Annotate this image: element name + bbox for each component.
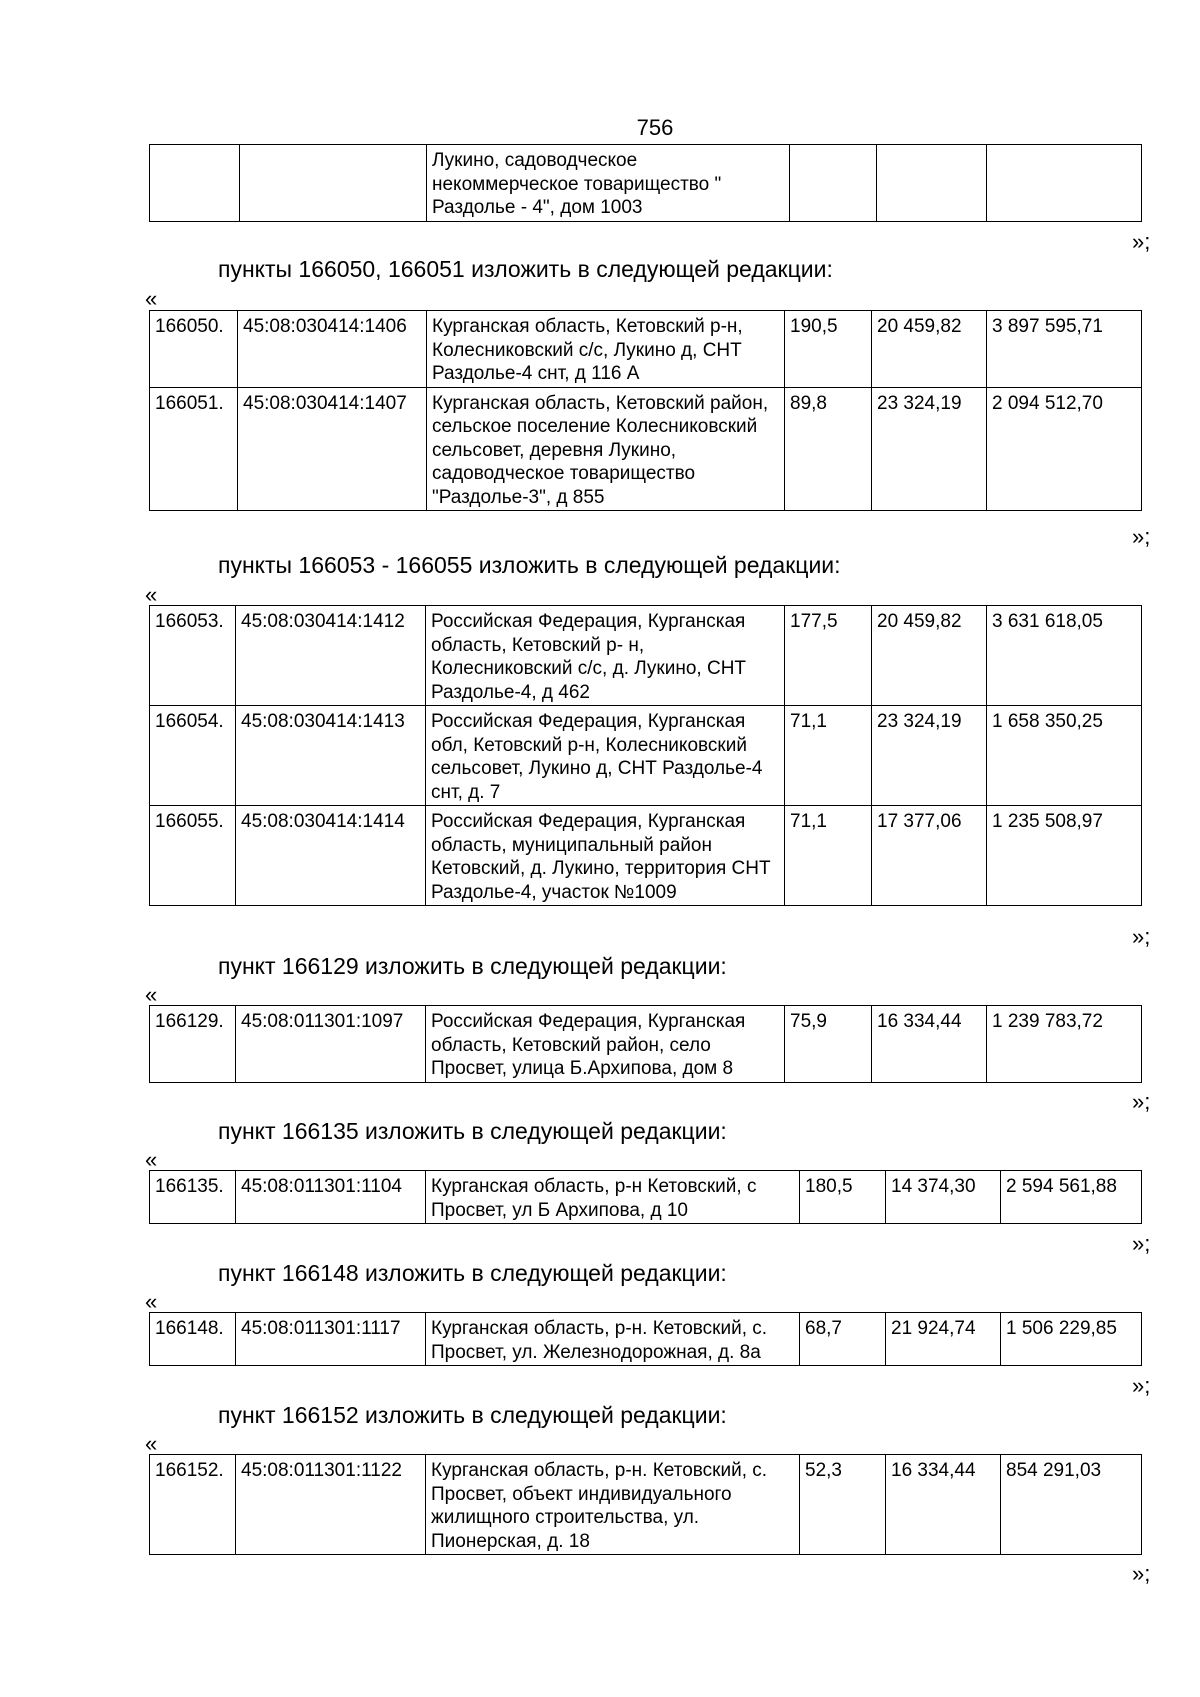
row-number-cell: 166053. [150, 606, 236, 706]
table-row [150, 1171, 1142, 1224]
table-row [150, 387, 1142, 511]
table-row [150, 1006, 1142, 1083]
closing-quote: »; [1132, 1561, 1151, 1586]
opening-quote: « [145, 982, 158, 1007]
row-number-cell [150, 145, 240, 222]
row-number-cell: 166051. [150, 387, 238, 511]
cadastral-table [149, 1005, 1142, 1083]
section-heading: пункты 166050, 166051 изложить в следующей редакции: [218, 256, 833, 282]
closing-quote: »; [1132, 1231, 1151, 1256]
unit-price-cell: 20 459,82 [872, 311, 987, 388]
cadastral-number-cell: 45:08:030414:1412 [236, 606, 426, 706]
continuation-table [149, 144, 1142, 222]
cadastral-number-cell: 45:08:030414:1413 [236, 706, 426, 806]
opening-quote: « [145, 1431, 158, 1456]
cadastral-value-cell: 1 506 229,85 [1001, 1313, 1142, 1366]
row-number-cell: 166135. [150, 1171, 236, 1224]
table-row [150, 311, 1142, 388]
area-cell: 89,8 [785, 387, 872, 511]
cadastral-number-cell: 45:08:030414:1406 [238, 311, 427, 388]
closing-quote: »; [1132, 924, 1151, 949]
cadastral-number-cell: 45:08:011301:1117 [236, 1313, 426, 1366]
cadastral-table [149, 310, 1142, 511]
section-heading: пункт 166135 изложить в следующей редакции: [218, 1118, 727, 1144]
cadastral-number-cell: 45:08:011301:1122 [236, 1455, 426, 1555]
table-row [150, 806, 1142, 906]
cadastral-value-cell: 1 239 783,72 [987, 1006, 1142, 1083]
cadastral-value-cell: 1 658 350,25 [987, 706, 1142, 806]
unit-price-cell: 16 334,44 [886, 1455, 1001, 1555]
table-row [150, 1313, 1142, 1366]
cadastral-number-cell [240, 145, 427, 222]
table-row [150, 606, 1142, 706]
address-cell: Курганская область, р-н. Кетовский, с. Просвет, ул. Железнодорожная, д. 8а [426, 1313, 800, 1366]
cadastral-value-cell: 2 094 512,70 [987, 387, 1142, 511]
cadastral-number-cell: 45:08:011301:1104 [236, 1171, 426, 1224]
row-number-cell: 166050. [150, 311, 238, 388]
address-cell: Лукино, садоводческое некоммерческое товарищество " Раздолье - 4", дом 1003 [427, 145, 790, 222]
opening-quote: « [145, 286, 158, 311]
closing-quote: »; [1132, 524, 1151, 549]
table-row [150, 1455, 1142, 1555]
opening-quote: « [145, 582, 158, 607]
section-heading: пункт 166148 изложить в следующей редакции: [218, 1260, 727, 1286]
cadastral-value-cell: 854 291,03 [1001, 1455, 1142, 1555]
cadastral-table [149, 1170, 1142, 1224]
address-cell: Российская Федерация, Курганская область, муниципальный район Кетовский, д. Лукино, территория СНТ Раздолье-4, участок №1009 [426, 806, 785, 906]
cadastral-table [149, 1454, 1142, 1555]
section-heading: пункт 166129 изложить в следующей редакции: [218, 953, 727, 979]
area-cell: 75,9 [785, 1006, 872, 1083]
cadastral-value-cell: 2 594 561,88 [1001, 1171, 1142, 1224]
row-number-cell: 166055. [150, 806, 236, 906]
unit-price-cell: 23 324,19 [872, 706, 987, 806]
area-cell: 190,5 [785, 311, 872, 388]
unit-price-cell: 14 374,30 [886, 1171, 1001, 1224]
section-heading: пункт 166152 изложить в следующей редакции: [218, 1402, 727, 1428]
cadastral-number-cell: 45:08:030414:1407 [238, 387, 427, 511]
area-cell: 71,1 [785, 806, 872, 906]
row-number-cell: 166152. [150, 1455, 236, 1555]
unit-price-cell: 20 459,82 [872, 606, 987, 706]
section-heading: пункты 166053 - 166055 изложить в следующей редакции: [218, 552, 841, 578]
row-number-cell: 166148. [150, 1313, 236, 1366]
unit-price-cell: 23 324,19 [872, 387, 987, 511]
cadastral-value-cell: 3 631 618,05 [987, 606, 1142, 706]
row-number-cell: 166054. [150, 706, 236, 806]
opening-quote: « [145, 1289, 158, 1314]
address-cell: Курганская область, р-н Кетовский, с Просвет, ул Б Архипова, д 10 [426, 1171, 800, 1224]
closing-quote: »; [1132, 1089, 1151, 1114]
area-cell [790, 145, 877, 222]
closing-quote: »; [1132, 229, 1151, 254]
table-row [150, 706, 1142, 806]
closing-quote: »; [1132, 1373, 1151, 1398]
page-number: 756 [636, 115, 674, 140]
opening-quote: « [145, 1147, 158, 1172]
cadastral-table [149, 605, 1142, 906]
cadastral-table [149, 1312, 1142, 1366]
area-cell: 177,5 [785, 606, 872, 706]
unit-price-cell: 16 334,44 [872, 1006, 987, 1083]
unit-price-cell: 21 924,74 [886, 1313, 1001, 1366]
address-cell: Курганская область, Кетовский р-н, Колесниковский с/с, Лукино д, СНТ Раздолье-4 снт, д 116 А [427, 311, 785, 388]
cadastral-value-cell: 3 897 595,71 [987, 311, 1142, 388]
area-cell: 71,1 [785, 706, 872, 806]
area-cell: 68,7 [800, 1313, 886, 1366]
address-cell: Российская Федерация, Курганская обл, Кетовский р-н, Колесниковский сельсовет, Лукино д, СНТ Раздолье-4 снт, д. 7 [426, 706, 785, 806]
address-cell: Курганская область, р-н. Кетовский, с. Просвет, объект индивидуального жилищного строительства, ул. Пионерская, д. 18 [426, 1455, 800, 1555]
table-row [150, 145, 1142, 222]
address-cell: Российская Федерация, Курганская область, Кетовский район, село Просвет, улица Б.Архипова, дом 8 [426, 1006, 785, 1083]
row-number-cell: 166129. [150, 1006, 236, 1083]
address-cell: Российская Федерация, Курганская область, Кетовский р- н, Колесниковский с/с, д. Лукино, СНТ Раздолье-4, д 462 [426, 606, 785, 706]
unit-price-cell: 17 377,06 [872, 806, 987, 906]
cadastral-number-cell: 45:08:030414:1414 [236, 806, 426, 906]
cadastral-value-cell: 1 235 508,97 [987, 806, 1142, 906]
cadastral-number-cell: 45:08:011301:1097 [236, 1006, 426, 1083]
area-cell: 180,5 [800, 1171, 886, 1224]
cadastral-value-cell [987, 145, 1142, 222]
unit-price-cell [877, 145, 987, 222]
address-cell: Курганская область, Кетовский район, сельское поселение Колесниковский сельсовет, деревня Лукино, садоводческое товарищество "Раздолье-3", д 855 [427, 387, 785, 511]
area-cell: 52,3 [800, 1455, 886, 1555]
